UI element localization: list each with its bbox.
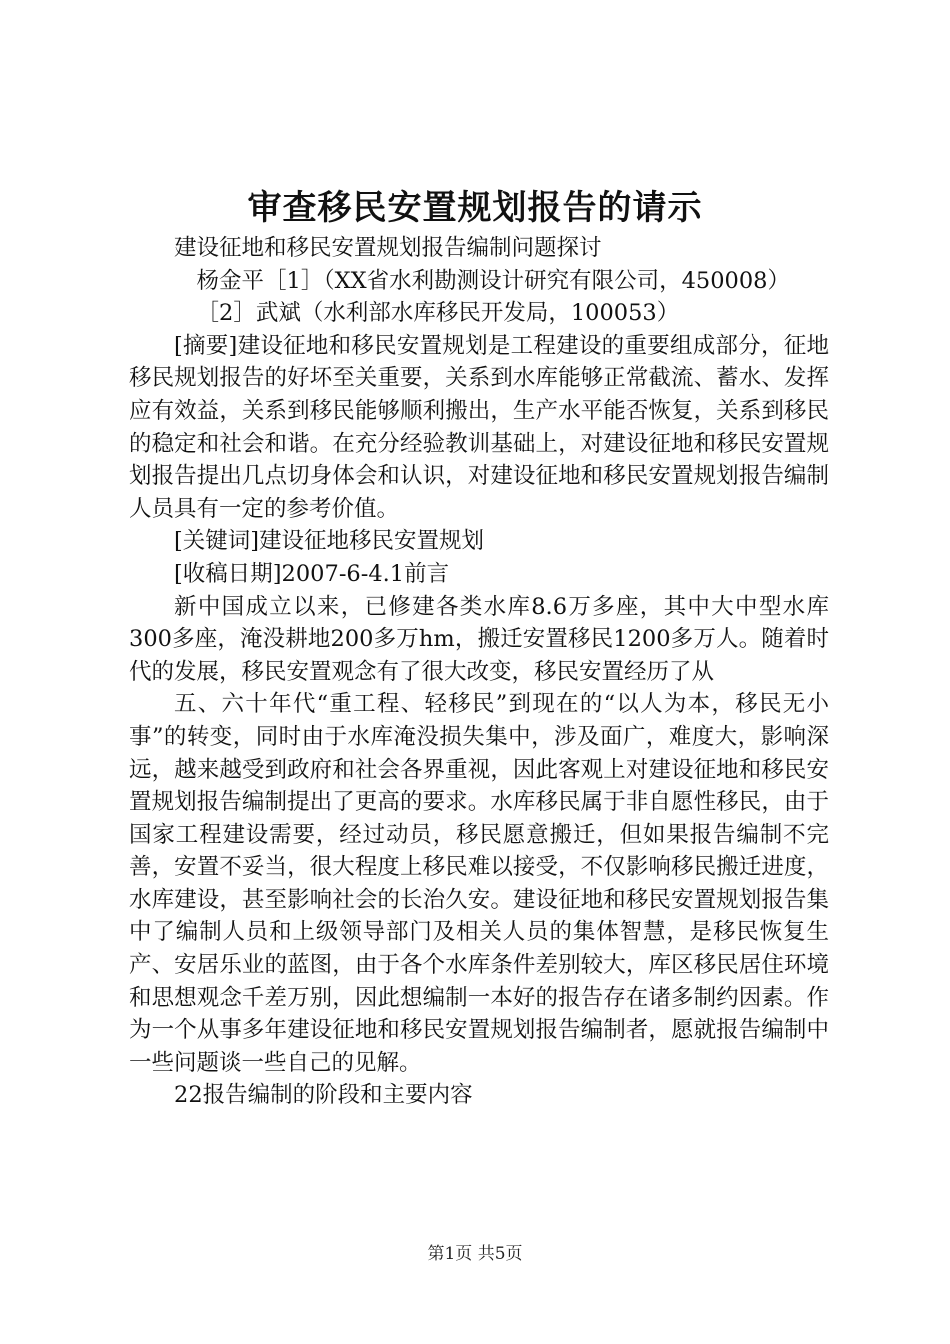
paragraph-keywords: [关键词]建设征地移民安置规划: [174, 528, 485, 555]
paragraph-author-1: 杨金平［1］（XX省水利勘测设计研究有限公司，450008）: [196, 267, 790, 294]
page-number: 第1页 共5页: [427, 1244, 523, 1264]
document-title: 审查移民安置规划报告的请示: [247, 188, 703, 228]
paragraph-section-heading: 22报告编制的阶段和主要内容: [174, 1082, 473, 1109]
paragraph-main: 五、六十年代“重工程、轻移民”到现在的“以人为本，移民无小事”的转变，同时由于水库淹没损失集中，涉及面广，难度大，影响深远，越来越受到政府和社会各界重视，因此客观上对建设征地和移民安置规划报告编制提出了更高的要求。水库移民属于非自愿性移民，由于国家工程建设需要，经过动员，移民愿意搬迁，但如果报告编制不完善，安置不妥当，很大程度上移民难以接受，不仅影响移民搬迁进度，水库建设，甚至影响社会的长治久安。建设征地和移民安置规划报告集中了编制人员和上级领导部门及相关人员的集体智慧，是移民恢复生产、安居乐业的蓝图，由于各个水库条件差别较大，库区移民居住环境和思想观念千差万别，因此想编制一本好的报告存在诸多制约因素。作为一个从事多年建设征地和移民安置规划报告编制者，愿就报告编制中一些问题谈一些自己的见解。: [129, 691, 829, 1076]
paragraph-subtitle: 建设征地和移民安置规划报告编制问题探讨: [174, 235, 602, 261]
paragraph-abstract: [摘要]建设征地和移民安置规划是工程建设的重要组成部分，征地移民规划报告的好坏至关重要，关系到水库能够正常截流、蓄水、发挥应有效益，关系到移民能够顺利搬出，生产水平能否恢复，关系到移民的稳定和社会和谐。在充分经验教训基础上，对建设征地和移民安置规划报告提出几点切身体会和认识，对建设征地和移民安置规划报告编制人员具有一定的参考价值。: [129, 332, 829, 522]
document-body: [129, 232, 829, 1112]
paragraph-received-date: [收稿日期]2007-6-4.1前言: [174, 560, 450, 587]
paragraph-author-2: ［2］武斌（水利部水库移民开发局，100053）: [196, 300, 680, 327]
paragraph-intro: 新中国成立以来，已修建各类水库8.6万多座，其中大中型水库300多座，淹没耕地200多万hm，搬迁安置移民1200多万人。随着时代的发展，移民安置观念有了很大改变，移民安置经历了从: [129, 593, 829, 685]
